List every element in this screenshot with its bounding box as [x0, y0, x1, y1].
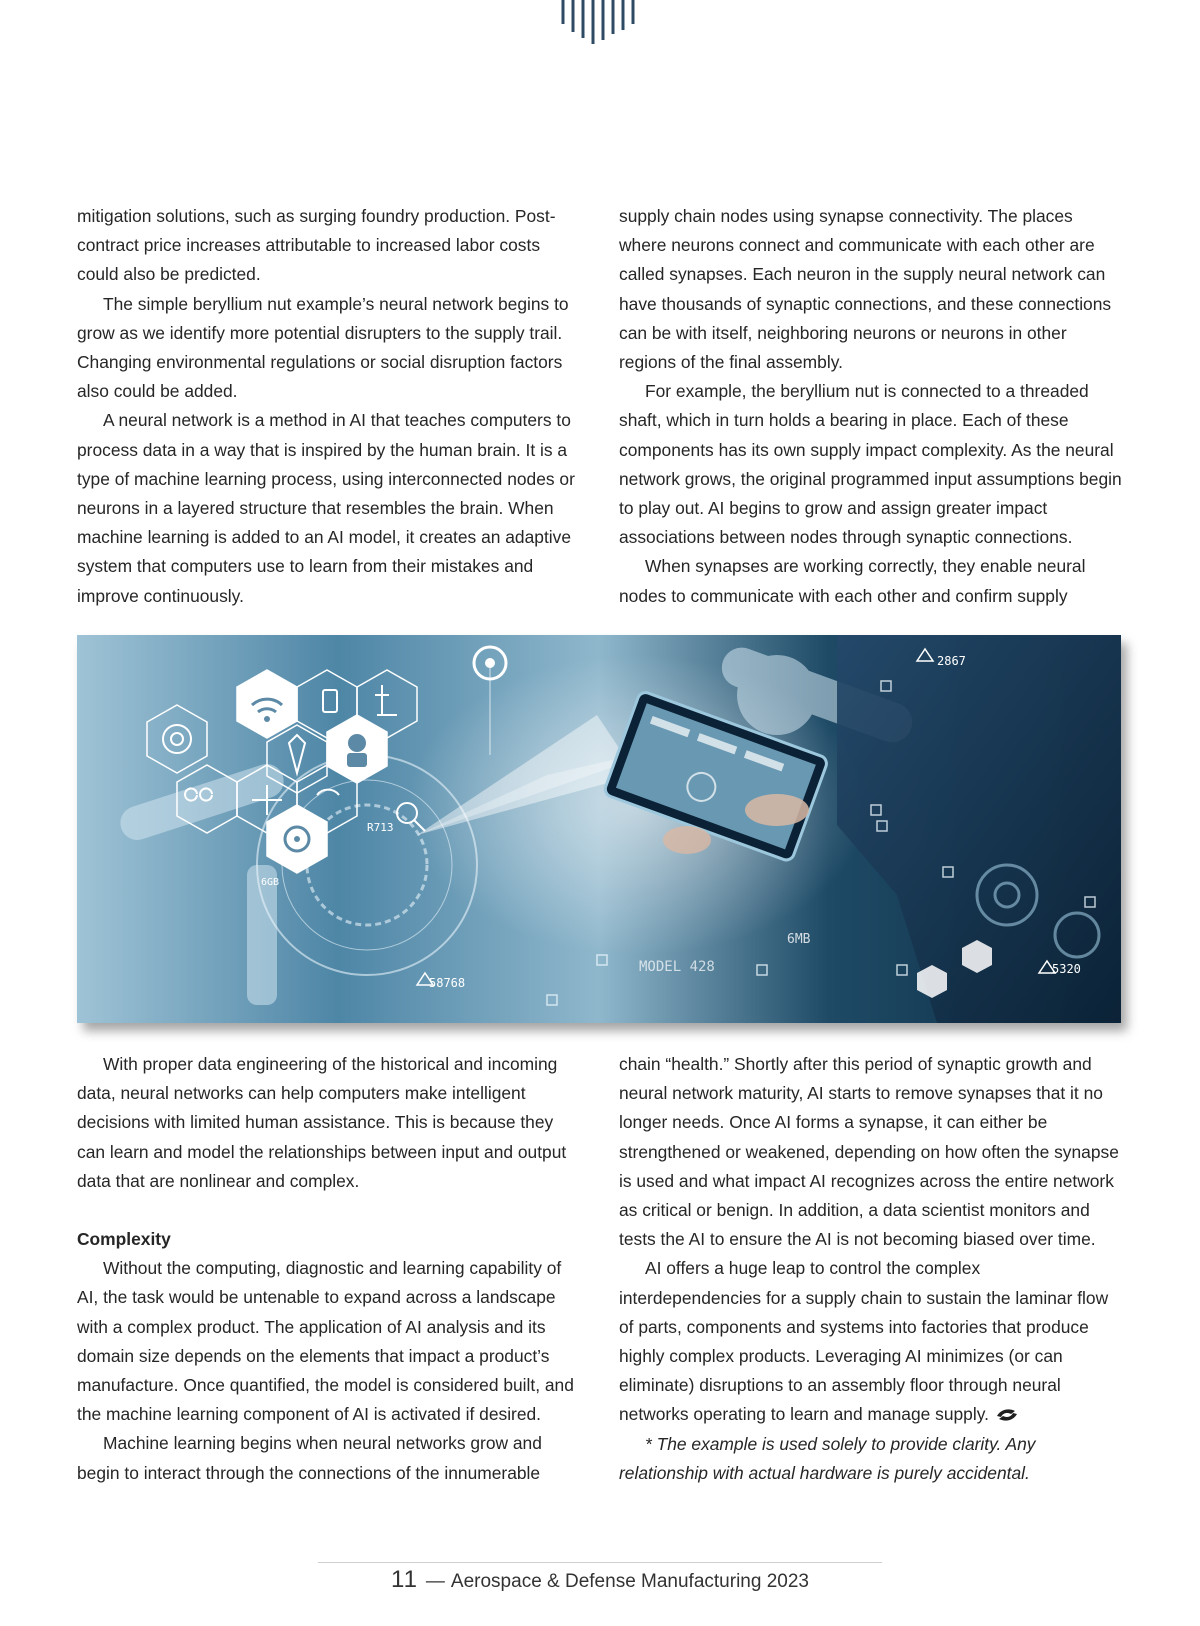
- hud-label: 2867: [937, 654, 966, 668]
- column-bottom-left: [77, 1050, 582, 1488]
- paragraph: Without the computing, diagnostic and learning capability of AI, the task would be untenable to expand across a landscape with a complex product. The application of AI analysis and its domain size depends on the elements that impact a product’s manufacture. Once quantified, the model is considered built, and the machine learning component of AI is activated if desired.: [77, 1258, 574, 1425]
- hud-label: 58768: [429, 976, 466, 990]
- footer-divider: [318, 1562, 882, 1563]
- column-top-left: [77, 202, 582, 611]
- page-number: 11: [391, 1566, 418, 1593]
- hud-label: 5320: [1052, 962, 1081, 976]
- publication-name: Aerospace & Defense Manufacturing 2023: [450, 1571, 809, 1592]
- hud-label: 6MB: [787, 932, 811, 947]
- paragraph: When synapses are working correctly, they enable neural nodes to communicate with each other and confirm supply: [619, 556, 1086, 606]
- paragraph: chain “health.” Shortly after this period of synaptic growth and neural network maturity, AI starts to remove synapses that it no longer needs. Once AI forms a synapse, it can either be strengthened or weakened, depending on how often the synapse is used and what impact AI recognizes across the entire network as critical or benign. In addition, a data scientist monitors and tests the AI to ensure the AI is not becoming biased over time.: [619, 1054, 1119, 1250]
- hud-label: MODEL 428: [639, 959, 715, 975]
- paragraph: mitigation solutions, such as surging foundry production. Post-contract price increases attributable to increased labor costs could also be predicted.: [77, 206, 556, 285]
- end-of-article-icon: [995, 1407, 1019, 1423]
- hud-label: R713: [367, 821, 394, 834]
- paragraph: With proper data engineering of the historical and incoming data, neural networks can help computers make intelligent decisions with limited human assistance. This is because they can learn and model the relationships between input and output data that are nonlinear and complex.: [77, 1054, 567, 1191]
- footnote: * The example is used solely to provide clarity. Any relationship with actual hardware is purely accidental.: [619, 1433, 1036, 1483]
- paragraph: A neural network is a method in AI that teaches computers to process data in a way that is inspired by the human brain. It is a type of machine learning process, using interconnected nodes or neurons in a layered structure that resembles the brain. When machine learning is added to an AI model, it creates an adaptive system that computers use to learn from their mistakes and improve continuously.: [77, 410, 575, 606]
- paragraph: The simple beryllium nut example’s neural network begins to grow as we identify more potential disrupters to the supply trail. Changing environmental regulations or social disruption factors also could be added.: [77, 293, 569, 402]
- paragraph: For example, the beryllium nut is connected to a threaded shaft, which in turn holds a bearing in place. Each of these components has its own supply impact complexity. As the neural network grows, the original programmed input assumptions begin to play out. AI begins to grow and assign greater impact associations between nodes through synaptic connections.: [619, 381, 1122, 548]
- paragraph-text: AI offers a huge leap to control the complex interdependencies for a supply chain to sustain the laminar flow of parts, components and systems into factories that produce highly complex products. Leveraging AI minimizes (or can eliminate) disruptions to an assembly floor through neural networks operating to learn and manage supply.: [619, 1258, 1109, 1425]
- column-bottom-right: [619, 1050, 1124, 1488]
- column-top-right: [619, 202, 1124, 611]
- paragraph: Machine learning begins when neural networks grow and begin to interact through the connections of the innumerable: [77, 1433, 542, 1483]
- section-heading: Complexity: [77, 1229, 171, 1250]
- paragraph: [619, 1254, 1124, 1429]
- footer-dash: —: [425, 1571, 445, 1592]
- hud-label: 6GB: [261, 877, 280, 888]
- header-stripes-graphic: [561, 0, 641, 50]
- paragraph: supply chain nodes using synapse connectivity. The places where neurons connect and communicate with each other are called synapses. Each neuron in the supply neural network can have thousands of synaptic connections, and these connections can be with itself, neighboring neurons or neurons in other regions of the final assembly.: [619, 206, 1112, 373]
- ai-manufacturing-illustration: [77, 635, 1121, 1023]
- page-footer: [0, 1566, 1200, 1594]
